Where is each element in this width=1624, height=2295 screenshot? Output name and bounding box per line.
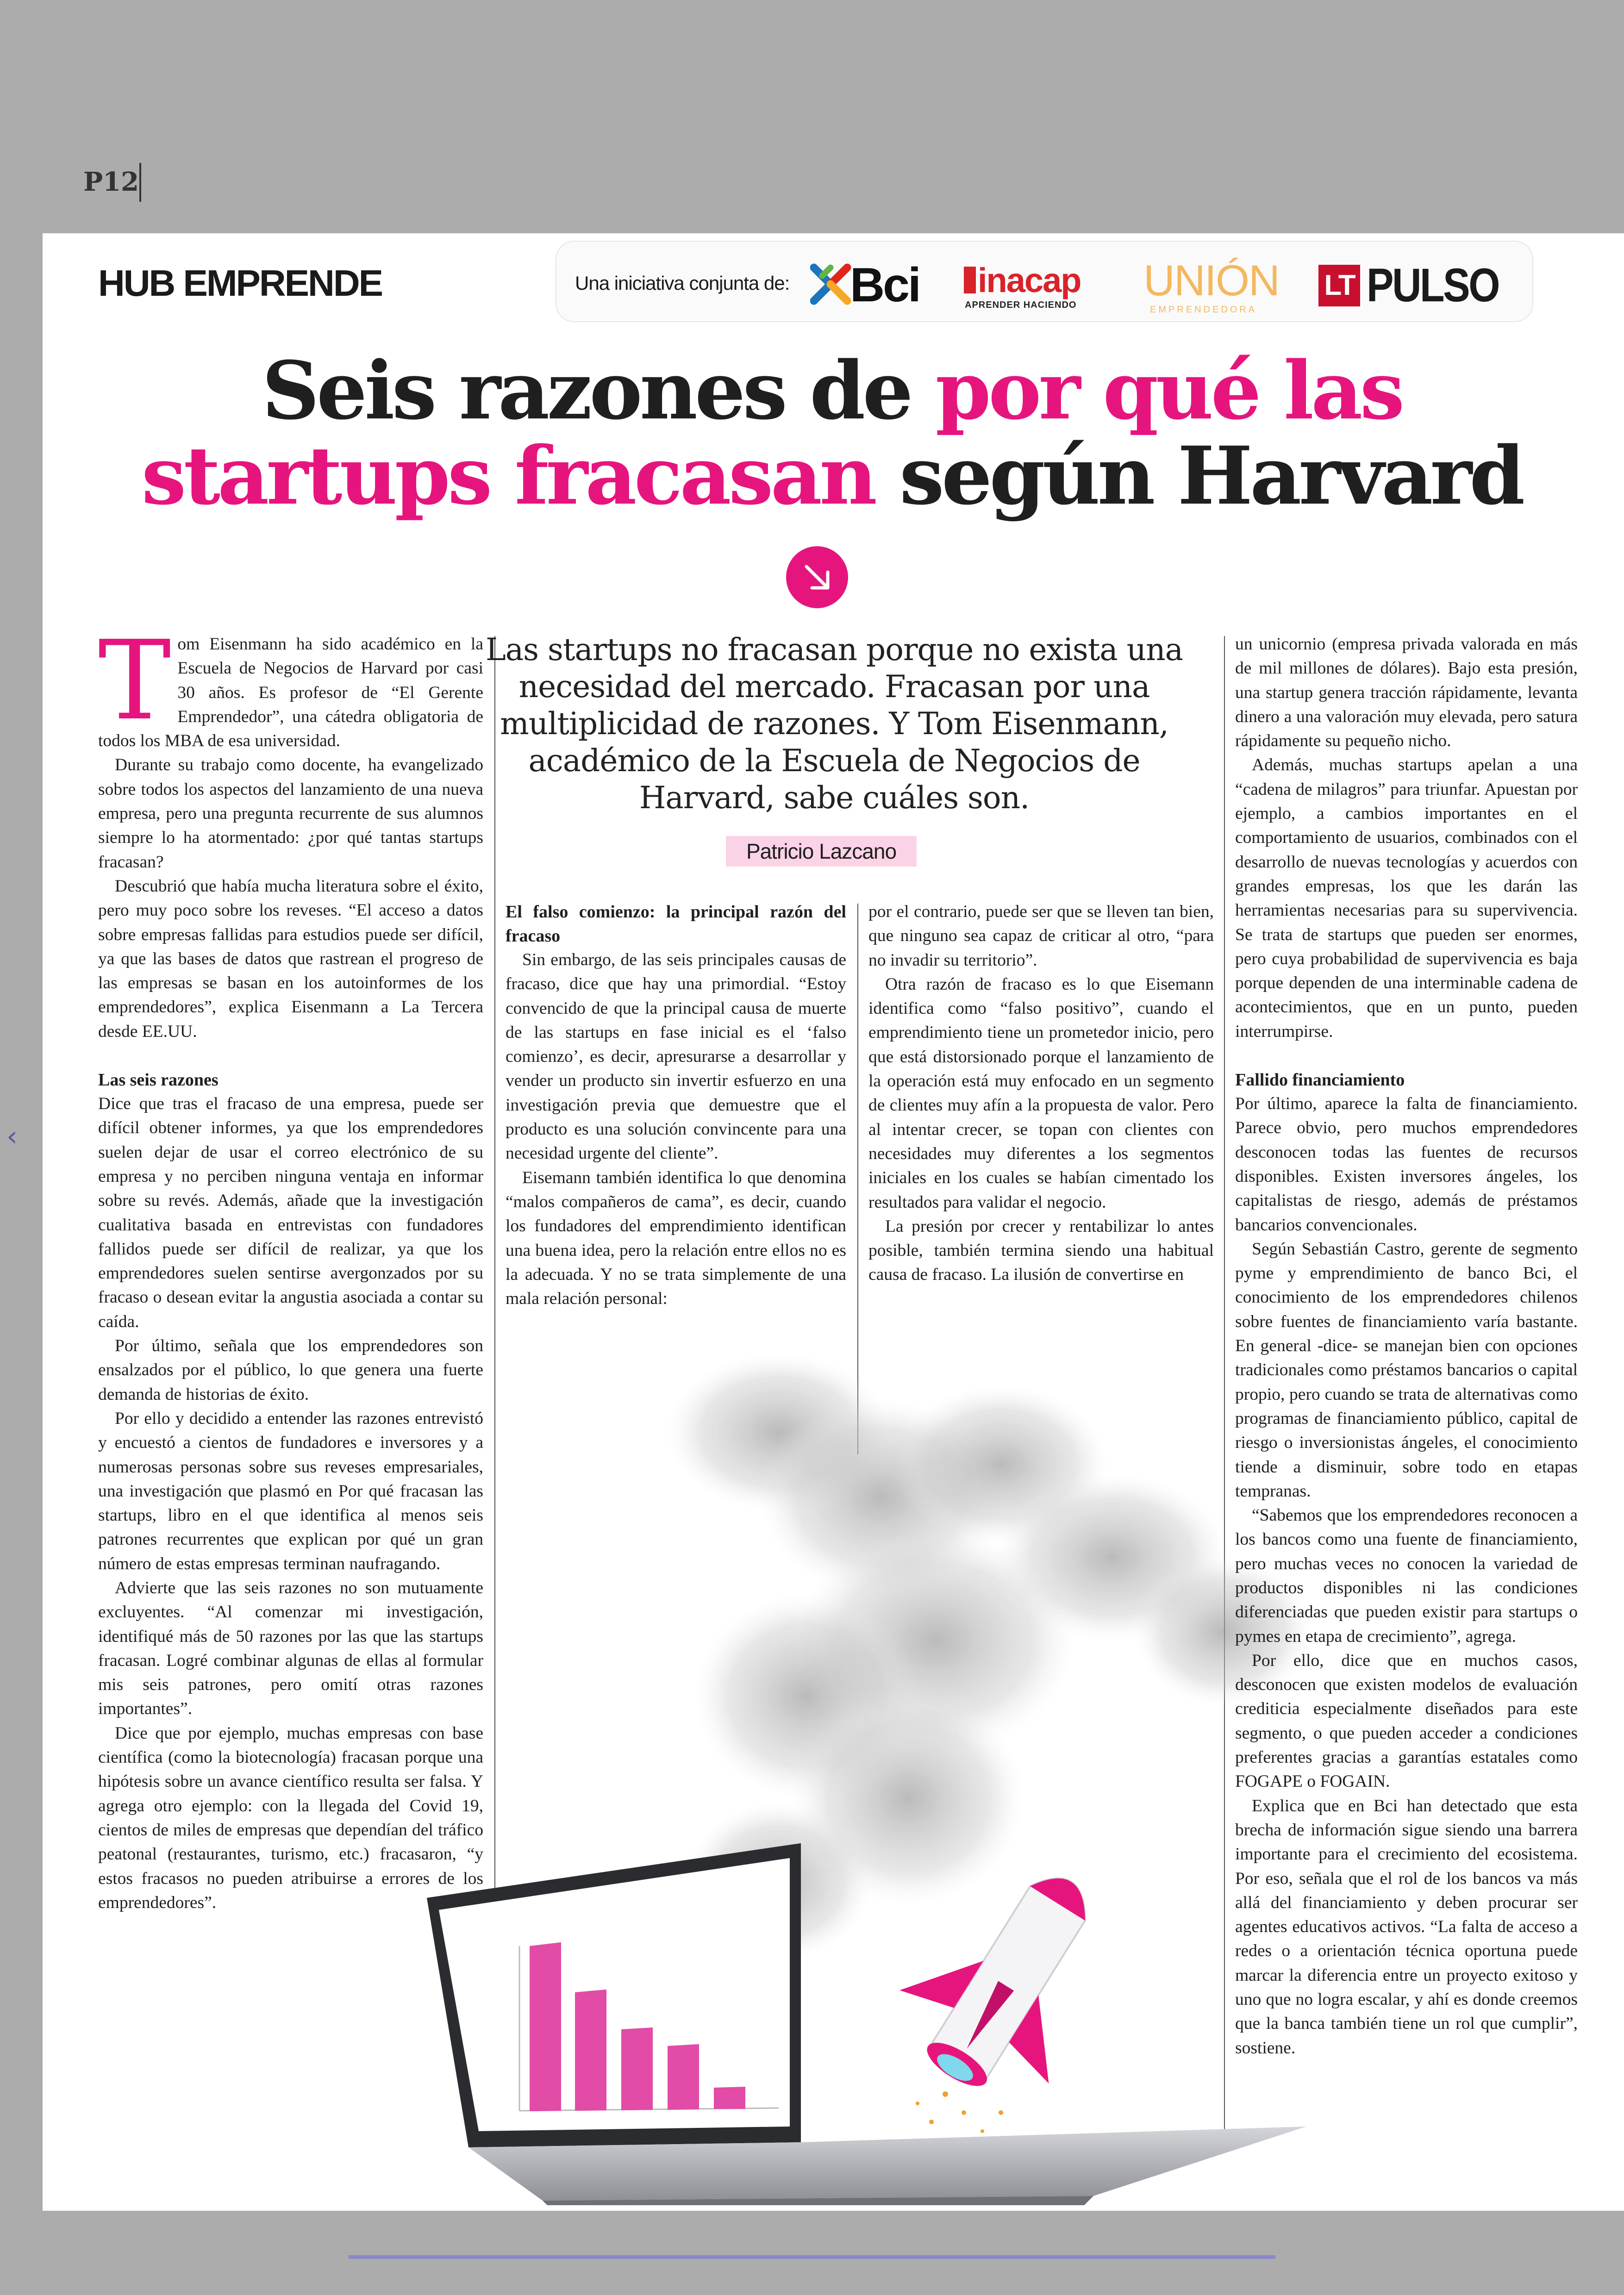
paragraph: Otra razón de fracaso es lo que Eisemann identifica como “falso positivo”, cuando el emprendimiento tiene un prometedor inicio, pero que está distorsionado porque el lanzamiento de la operación está muy enfocado en un segmento de clientes muy afín a la propuesta de valor. Pero al intentar crecer, se topan con clientes con necesidades muy diferentes a los segmentos iniciales en los cuales se habían cimentado los resultados para validar el negocio. (868, 974, 1214, 1212)
headline-part-3: según Harvard (874, 429, 1523, 523)
paragraph: Por último, señala que los emprendedores son ensalzados por el público, lo que genera una fuerte demanda de historias de éxito. (98, 1336, 483, 1404)
paragraph: Por ello, dice que en muchos casos, desconocen que existen modelos de evaluación crediticia especialmente diseñados para este segmento, o que pueden acceder a condiciones preferentes gracias a garantías estatales como FOGAPE o FOGAIN. (1235, 1651, 1578, 1791)
paragraph: Durante su trabajo como docente, ha evangelizado sobre todos los aspectos del lanzamiento de una nueva empresa, pero una pregunta recurrente de sus alumnos siempre lo ha atormentado: ¿por qué tantas startups fracasan? (98, 755, 483, 872)
inacap-tagline: APRENDER HACIENDO (965, 300, 1077, 310)
sponsor-strip (556, 241, 1533, 322)
paragraph: Eisemann también identifica lo que denomina “malos compañeros de cama”, es decir, cuando los fundadores del emprendimiento identifican una buena idea, pero la relación entre ellos no es la adecuada. Y no se trata simplemente de una mala relación personal: (506, 1168, 846, 1309)
paragraph: Descubrió que había mucha literatura sobre el éxito, pero muy poco sobre los reveses. “El acceso a datos sobre empresas fallidas para estudios puede ser difícil, ya que las bases de datos que rastrean el progreso de las empresas se basan en los autoinformes de los emprendedores”, explica Eisenmann a La Tercera desde EE.UU. (98, 876, 483, 1041)
column-1 (98, 617, 483, 1915)
headline-part-1: Seis razones de (262, 343, 936, 437)
column-4 (1235, 632, 1578, 2060)
section-title: HUB EMPRENDE (98, 262, 382, 304)
arrow-down-right-icon (786, 546, 848, 608)
paragraph: Explica que en Bci han detectado que esta brecha de información sigue siendo una barrera importante para el crecimiento del ecosistema. Por eso, señala que el rol de los bancos va más allá del financiamiento y deben procurar ser agentes educativos activos. “La falta de acceso a redes o a orientación técnica oportuna puede marcar la diferencia entre un proyecto exitoso y uno que no logra escalar, y ahí es donde creemos que la banca también tiene un rol que cumplir”, sostiene. (1235, 1796, 1578, 2058)
spacer (1235, 1044, 1578, 1068)
subheading: Fallido financiamiento (1235, 1070, 1405, 1090)
page-number: P12 (83, 167, 139, 197)
subheading: El falso comienzo: la principal razón del fracaso (506, 902, 846, 946)
paragraph: Además, muchas startups apelan a una “cadena de milagros” para triunfar. Apuestan por ejemplo, a cambios importantes en el comportamiento de usuarios, combinados con el desarrollo de nuevas tecnologías y acuerdos con grandes empresas, los que les darán las herramientas necesarias para su supervivencia. Se trata de startups que pueden ser enormes, pero cuya probabilidad de supervivencia es baja porque dependen de una interminable cadena de acontecimientos, que en un punto, pueden interrumpirse. (1235, 755, 1578, 1041)
paragraph (98, 617, 483, 753)
lt-pulso-logo (1318, 259, 1499, 312)
spacer (98, 1044, 483, 1068)
inacap-logo (964, 261, 1103, 312)
union-emprendedora-logo (1143, 256, 1279, 318)
union-tagline: EMPRENDEDORA (1150, 305, 1257, 315)
column-3 (868, 900, 1214, 1287)
crashing-rocket-laptop-illustration (427, 1344, 1320, 2205)
byline: Patricio Lazcano (726, 836, 917, 867)
inacap-logo-text: inacap (978, 261, 1081, 299)
inacap-logo-mark (964, 267, 976, 293)
headline (80, 343, 1584, 523)
paragraph: por el contrario, puede ser que se lleven tan bien, que ninguno sea capaz de criticar al otro, “para no invadir su territorio”. (868, 902, 1214, 970)
bci-logo (810, 258, 926, 312)
chevron-left-icon[interactable]: ‹ (6, 1120, 18, 1153)
subheading: Las seis razones (98, 1070, 219, 1090)
sponsor-intro: Una iniciativa conjunta de: (575, 272, 790, 294)
lead-paragraph: Las startups no fracasan porque no exista una necesidad del mercado. Fracasan por una multiplicidad de razones. Y Tom Eisenmann, académico de la Escuela de Negocios de Harvard, sabe cuáles son. (485, 632, 1183, 816)
paragraph: “Sabemos que los emprendedores reconocen a los bancos como una fuente de financiamiento, pero muchas veces no conocen la variedad de productos disponibles ni las condiciones diferenciadas que pueden existir para startups o pymes en etapa de crecimiento”, agrega. (1235, 1506, 1578, 1646)
pulso-logo-text: PULSO (1367, 259, 1499, 312)
horizontal-scrollbar[interactable] (348, 2255, 1276, 2259)
paragraph: Según Sebastián Castro, gerente de segmento pyme y emprendimiento de banco Bci, el conocimiento de los emprendedores chilenos sobre fuentes de financiamiento varía bastante. En general -dice- se manejan bien con opciones tradicionales como préstamos bancarios o capital propio, pero cuando se trata de alternativas como programas de financiamiento público, capital de riesgo o inversionistas ángeles, el conocimiento tiende a disminuir, sobre todo en etapas tempranas. (1235, 1239, 1578, 1501)
paragraph: Advierte que las seis razones no son mutuamente excluyentes. “Al comenzar mi investigación, identifiqué más de 50 razones por las que las startups fracasan. Logré combinar algunas de ellas al formular mis seis patrones, pero omití otras razones importantes”. (98, 1578, 483, 1719)
lt-logo-mark: LT (1318, 265, 1360, 306)
paragraph: Dice que tras el fracaso de una empresa, puede ser difícil obtener informes, ya que los emprendedores suelen dejar de usar el correo electrónico de su empresa y no perciben ninguna ventaja en informar sobre su revés. Además, añade que la investigación cualitativa basada en entrevistas con fundadores fallidos puede ser difícil de realizar, ya que los emprendedores suelen sentirse avergonzados por su fracaso o desean evitar la angustia asociada a contar su caída. (98, 1094, 483, 1331)
union-logo-text: UNIÓN (1143, 256, 1279, 305)
column-2 (506, 900, 846, 1311)
headline-part-2: por qué las startups fracasan (141, 343, 1402, 523)
paragraph: Por ello y decidido a entender las razones entrevistó y encuestó a cientos de fundadores e inversores y a numerosas personas sobre sus reveses empresariales, una investigación que plasmó en Por qué fracasan las startups, libro en el que identifica al menos seis patrones recurrentes que explican por qué un gran número de estas empresas terminan naufragando. (98, 1409, 483, 1573)
newspaper-page (43, 233, 1624, 2211)
paragraph: Dice que por ejemplo, muchas empresas con base científica (como la biotecnología) fracasan porque una hipótesis sobre un avance científico resulta ser falsa. Y agrega otro ejemplo: con la llegada del Covid 19, cientos de miles de empresas que dependían del tráfico peatonal (restaurantes, turismo, etc.) fracasaron, “y estos fracasos no pueden atribuirse a errores de los emprendedores”. (98, 1723, 483, 1912)
page-number-divider (139, 163, 141, 202)
paragraph: Sin embargo, de las seis principales causas de fracaso, dice que hay una primordial. “Estoy convencido de que la principal causa de muerte de las startups en fase inicial es el ‘falso comienzo’, es decir, apresurarse a desarrollar y vender un producto sin invertir esfuerzo en una investigación previa que demuestre que el producto es una solución convincente para una necesidad urgente del cliente”. (506, 950, 846, 1163)
drop-cap: T (98, 617, 171, 744)
paragraph: un unicornio (empresa privada valorada en más de mil millones de dólares). Bajo esta presión, una startup genera tracción rápidamente, levanta dinero a una valoración muy elevada, pero satura rápidamente su pequeño nicho. (1235, 635, 1578, 751)
paragraph: Por último, aparece la falta de financiamiento. Parece obvio, pero muchos emprendedores desconocen todas las fuentes de recursos disponibles. Existen inversores ángeles, los capitalistas de riesgo, además de préstamos bancarios convencionales. (1235, 1094, 1578, 1235)
paragraph: La presión por crecer y rentabilizar lo antes posible, también termina siendo una habitual causa de fracaso. La ilusión de convertirse en (868, 1216, 1214, 1285)
bci-logo-text: Bci (850, 258, 919, 312)
paragraph-text: om Eisenmann ha sido académico en la Escuela de Negocios de Harvard por casi 30 años. Es profesor de “El Gerente Emprendedor”, una cátedra obligatoria de todos los MBA de esa universidad. (98, 635, 483, 751)
